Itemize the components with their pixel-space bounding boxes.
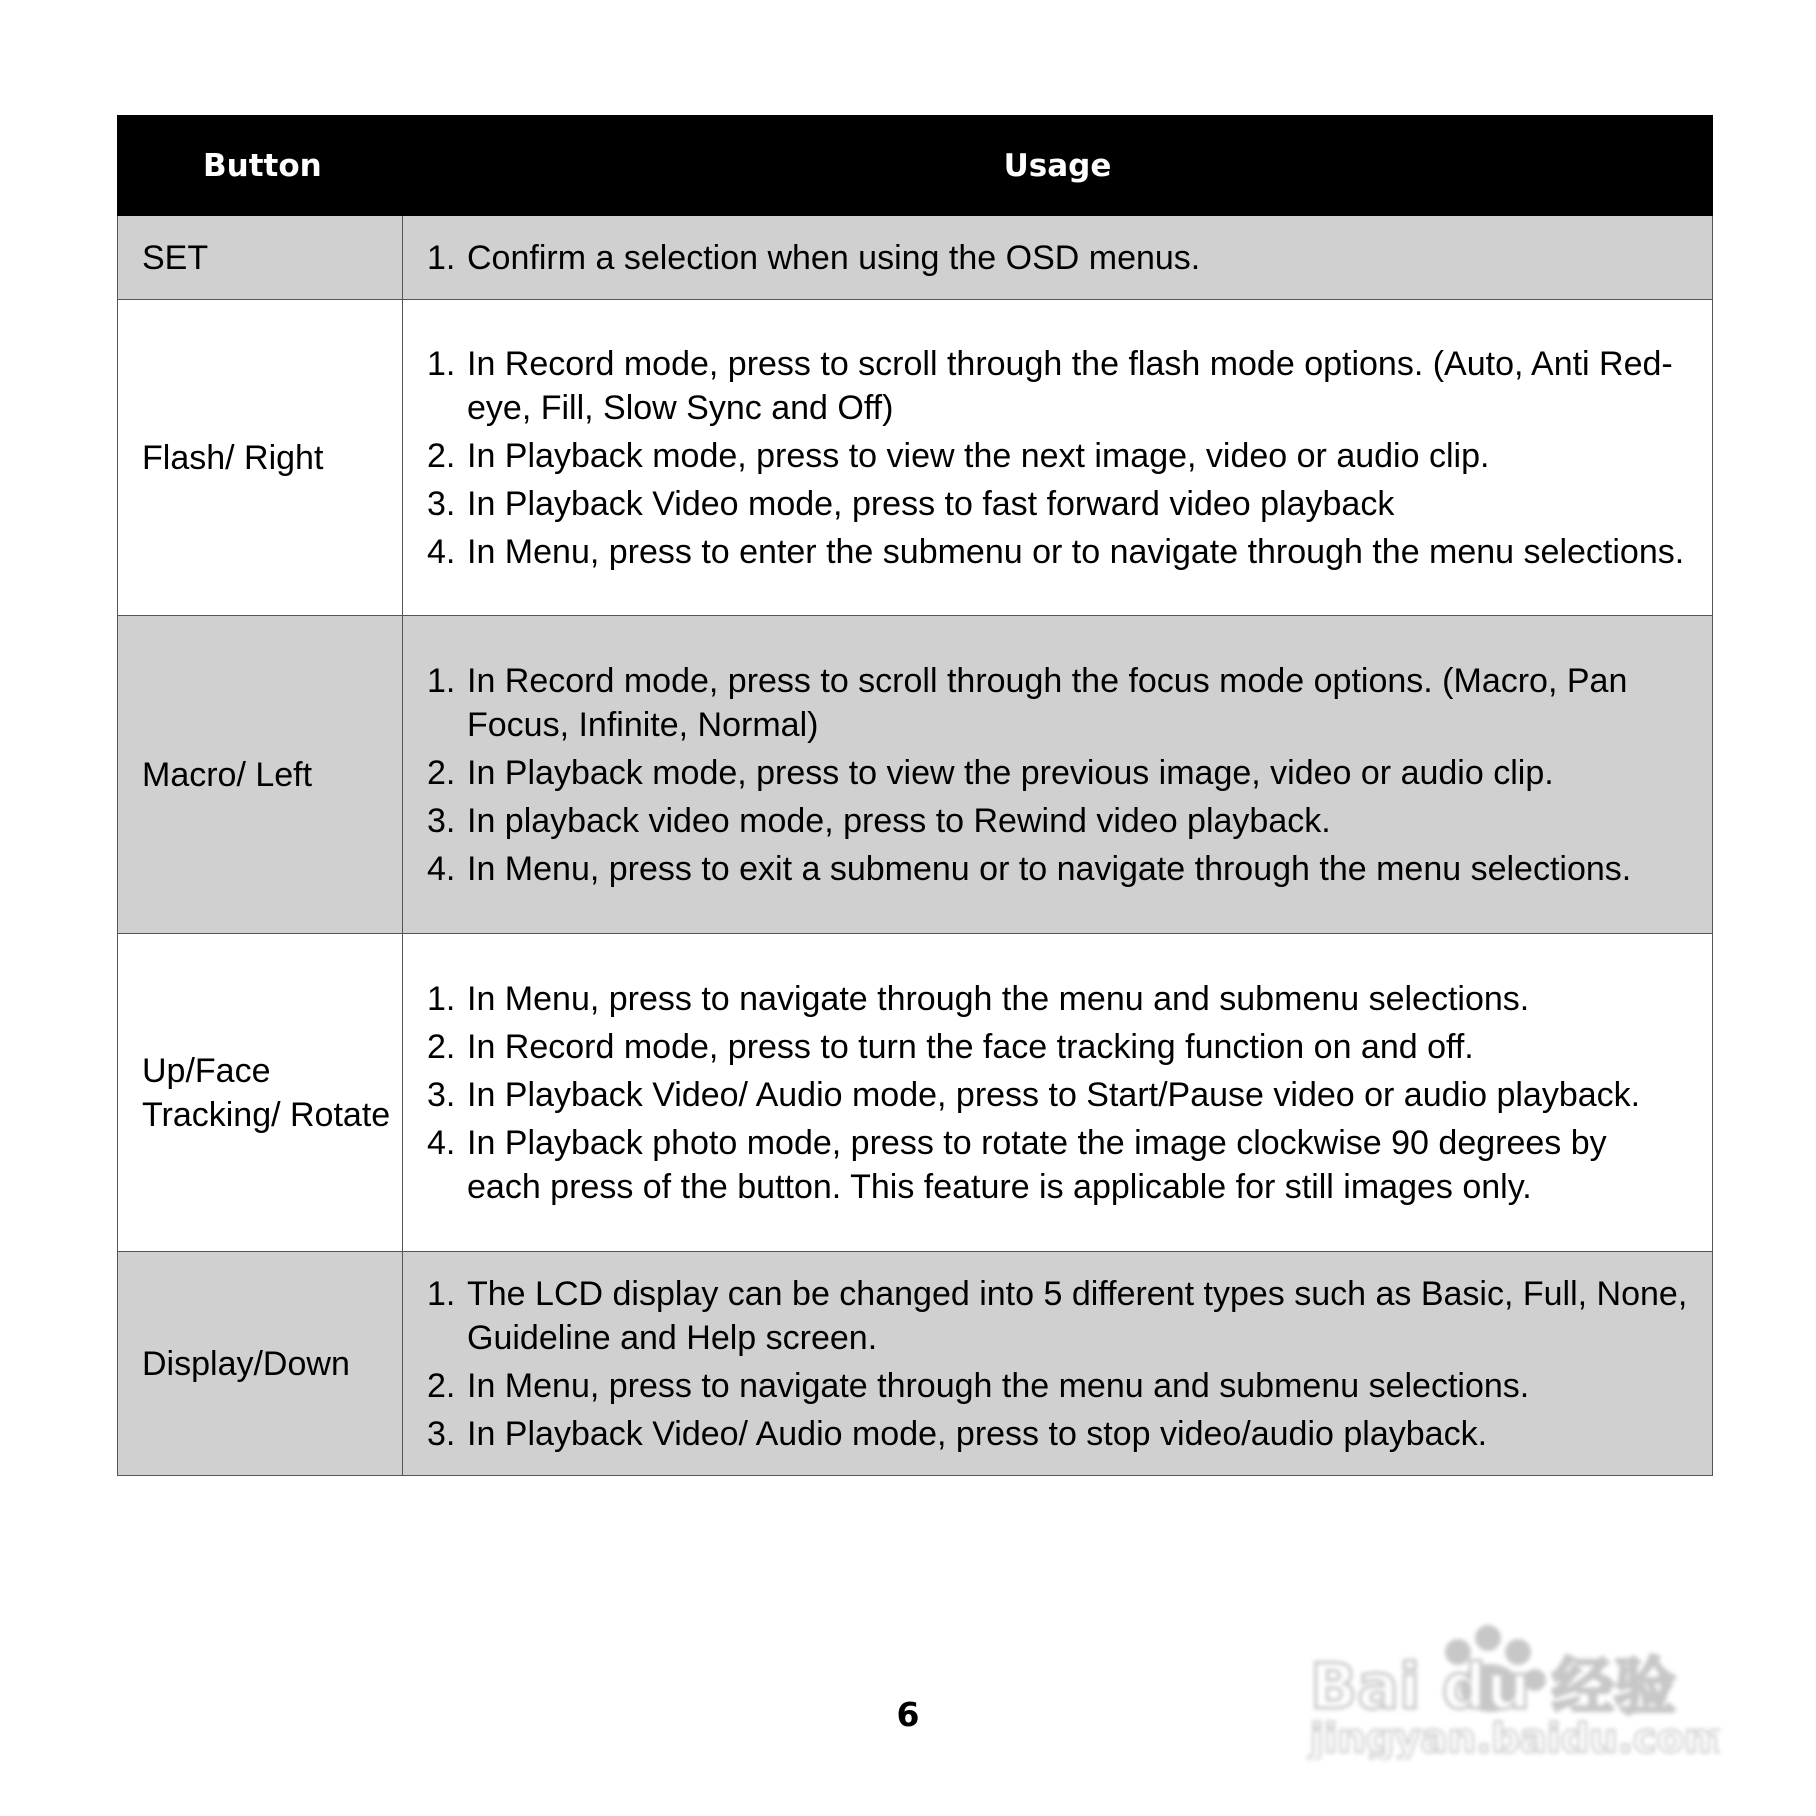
usage-item: 1. In Record mode, press to scroll through the focus mode options. (Macro, Pan Focus, Infinite, Normal) [427,661,1628,744]
usage-cell [403,300,1713,616]
table-row [118,216,1713,300]
button-name: Display/Down [118,1252,403,1476]
table-row [118,934,1713,1252]
table-header-row [118,116,1713,216]
table-row [118,616,1713,934]
usage-cell [403,934,1713,1252]
usage-cell [403,216,1713,300]
usage-item: 3. In Playback Video mode, press to fast forward video playback [427,484,1395,523]
page-number: 6 [896,1695,920,1734]
usage-item: 4. In Menu, press to exit a submenu or to navigate through the menu selections. [427,849,1632,888]
button-name: Flash/ Right [118,300,403,616]
button-name: SET [118,216,403,300]
button-usage-table [117,115,1713,1476]
header-usage: Usage [403,116,1713,216]
usage-cell [403,1252,1713,1476]
usage-item: 2. In Menu, press to navigate through the menu and submenu selections. [427,1366,1530,1405]
usage-item: 2. In Playback mode, press to view the previous image, video or audio clip. [427,753,1554,792]
usage-item: 1. Confirm a selection when using the OSD menus. [427,238,1201,277]
usage-item: 1. In Menu, press to navigate through the menu and submenu selections. [427,979,1530,1018]
usage-item: 4. In Playback photo mode, press to rotate the image clockwise 90 degrees by each press of the button. This feature is applicable for still images only. [427,1123,1607,1206]
watermark-brand: Bai du 经验 [1310,1650,1677,1723]
usage-item: 1. The LCD display can be changed into 5 different types such as Basic, Full, None, Guideline and Help screen. [427,1274,1688,1357]
button-name: Up/Face Tracking/ Rotate [118,934,403,1252]
usage-item: 1. In Record mode, press to scroll through the flash mode options. (Auto, Anti Red-eye, Fill, Slow Sync and Off) [427,344,1673,427]
paw-logo-icon [1290,1580,1720,1760]
usage-item: 3. In playback video mode, press to Rewind video playback. [427,801,1331,840]
baidu-watermark [1290,1580,1720,1760]
table-row [118,1252,1713,1476]
usage-item: 2. In Record mode, press to turn the face tracking function on and off. [427,1027,1474,1066]
button-name: Macro/ Left [118,616,403,934]
usage-cell [403,616,1713,934]
usage-item: 4. In Menu, press to enter the submenu or to navigate through the menu selections. [427,532,1685,571]
usage-item: 3. In Playback Video/ Audio mode, press to stop video/audio playback. [427,1414,1488,1453]
usage-item: 3. In Playback Video/ Audio mode, press to Start/Pause video or audio playback. [427,1075,1641,1114]
watermark-url: jingyan.baidu.com [1310,1716,1720,1760]
header-button: Button [118,116,403,216]
usage-item: 2. In Playback mode, press to view the next image, video or audio clip. [427,436,1490,475]
table-row [118,300,1713,616]
